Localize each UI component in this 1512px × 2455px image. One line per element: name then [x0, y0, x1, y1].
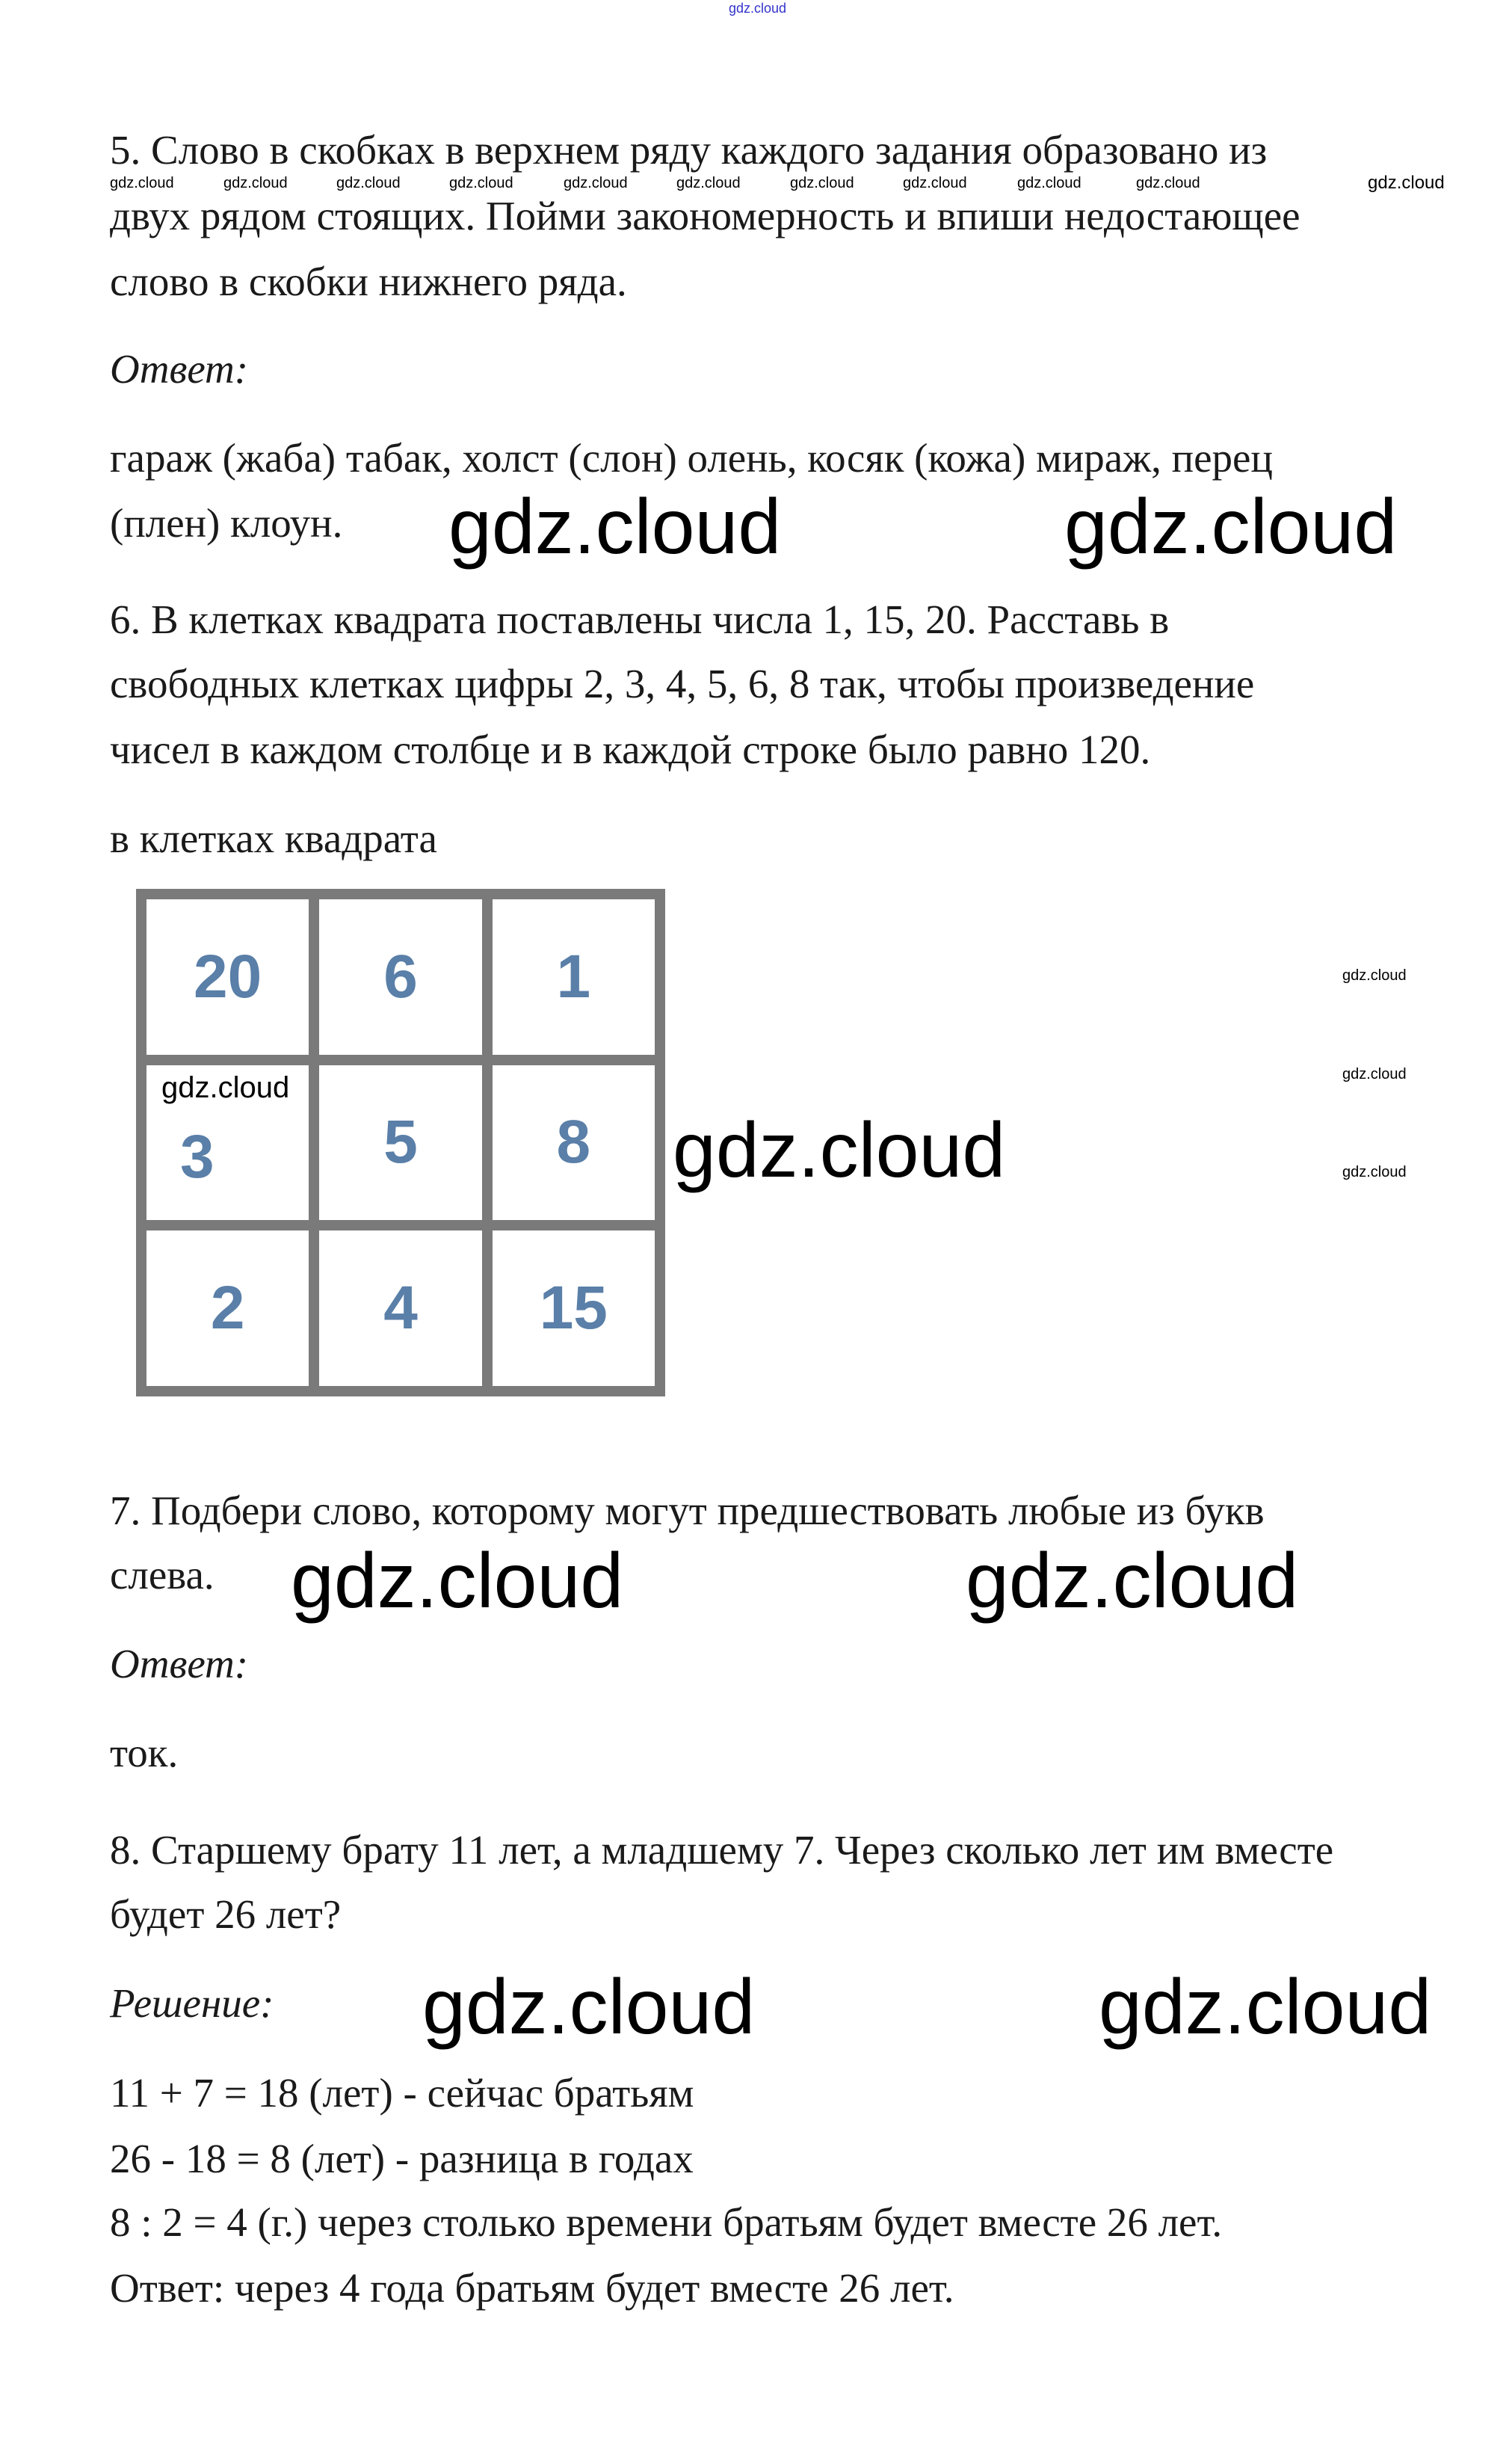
- task7-answer: ток.: [110, 1730, 179, 1775]
- watermark: gdz.cloud: [336, 175, 401, 191]
- watermark: gdz.cloud: [1064, 484, 1398, 570]
- watermark: gdz.cloud: [790, 175, 854, 191]
- task5-answer-line: гараж (жаба) табак, холст (слон) олень, косяк (кожа) мираж, перец: [110, 435, 1273, 481]
- task5-line: 5. Слово в скобках в верхнем ряду каждого задания образовано из: [110, 127, 1268, 173]
- grid-cell: [493, 899, 655, 1055]
- task6-line: свободных клетках цифры 2, 3, 4, 5, 6, 8 так, чтобы произведение: [110, 661, 1255, 706]
- watermark: gdz.cloud: [1342, 1164, 1407, 1180]
- watermark: gdz.cloud: [966, 1538, 1299, 1624]
- watermark: gdz.cloud: [673, 1107, 1006, 1194]
- grid-cell: [146, 1230, 309, 1386]
- grid-cell-value: 3: [180, 1123, 215, 1192]
- watermark: gdz.cloud: [1136, 175, 1200, 191]
- watermark: gdz.cloud: [676, 175, 741, 191]
- task5-answer-label: Ответ:: [110, 346, 249, 392]
- task6-caption: в клетках квадрата: [110, 816, 437, 861]
- watermark: gdz.cloud: [449, 175, 513, 191]
- grid-cell-value: 5: [383, 1108, 418, 1177]
- task6-line: чисел в каждом столбце и в каждой строке было равно 120.: [110, 727, 1151, 772]
- watermark: gdz.cloud: [223, 175, 288, 191]
- grid-cell: [493, 1065, 655, 1221]
- task8-solution-line: 8 : 2 = 4 (г.) через столько времени братьям будет вместе 26 лет.: [110, 2199, 1223, 2245]
- watermark: gdz.cloud: [564, 175, 628, 191]
- grid-cell-value: 1: [556, 942, 591, 1011]
- grid-cell-value: 15: [539, 1274, 608, 1343]
- watermark: gdz.cloud: [903, 175, 967, 191]
- watermark: gdz.cloud: [291, 1538, 624, 1624]
- task8-solution-label: Решение:: [110, 1980, 274, 2026]
- grid-cell: [319, 1065, 481, 1221]
- grid-cell: [146, 899, 309, 1055]
- grid-cell: [493, 1230, 655, 1386]
- task7-answer-label: Ответ:: [110, 1641, 249, 1687]
- task8-solution-line: 11 + 7 = 18 (лет) - сейчас братьям: [110, 2070, 694, 2116]
- task8-line: будет 26 лет?: [110, 1891, 342, 1937]
- task7-line: слева.: [110, 1552, 215, 1598]
- grid-cell-value: 20: [194, 942, 262, 1011]
- watermark: gdz.cloud: [1099, 1964, 1432, 2051]
- task7-line: 7. Подбери слово, которому могут предшествовать любые из букв: [110, 1488, 1265, 1533]
- watermark: gdz.cloud: [161, 1071, 290, 1104]
- task5-answer-line: (плен) клоун.: [110, 500, 343, 546]
- task5-line: слово в скобки нижнего ряда.: [110, 259, 627, 304]
- grid-cell-value: 8: [556, 1108, 591, 1177]
- task5-line: двух рядом стоящих. Пойми закономерность и впиши недостающее: [110, 193, 1300, 238]
- watermark: gdz.cloud: [1342, 1066, 1407, 1082]
- watermark-top: gdz.cloud: [729, 1, 787, 16]
- grid-cell: [319, 1230, 481, 1386]
- grid-cell-value: 4: [383, 1274, 418, 1343]
- number-grid: [136, 889, 665, 1396]
- watermark: gdz.cloud: [422, 1964, 756, 2051]
- grid-cell: [319, 899, 481, 1055]
- watermark: gdz.cloud: [1342, 967, 1407, 984]
- grid-cell-value: 6: [383, 942, 418, 1011]
- watermark: gdz.cloud: [1017, 175, 1081, 191]
- watermark: gdz.cloud: [448, 484, 782, 570]
- task8-solution-line: Ответ: через 4 года братьям будет вместе 26 лет.: [110, 2265, 954, 2311]
- grid-cell-value: 2: [210, 1274, 245, 1343]
- task8-solution-line: 26 - 18 = 8 (лет) - разница в годах: [110, 2136, 694, 2181]
- grid-cell: [146, 1065, 309, 1221]
- watermark: gdz.cloud: [1368, 173, 1445, 193]
- watermark: gdz.cloud: [110, 175, 174, 191]
- task6-line: 6. В клетках квадрата поставлены числа 1, 15, 20. Расставь в: [110, 597, 1170, 642]
- task8-line: 8. Старшему брату 11 лет, а младшему 7. Через сколько лет им вместе: [110, 1827, 1334, 1873]
